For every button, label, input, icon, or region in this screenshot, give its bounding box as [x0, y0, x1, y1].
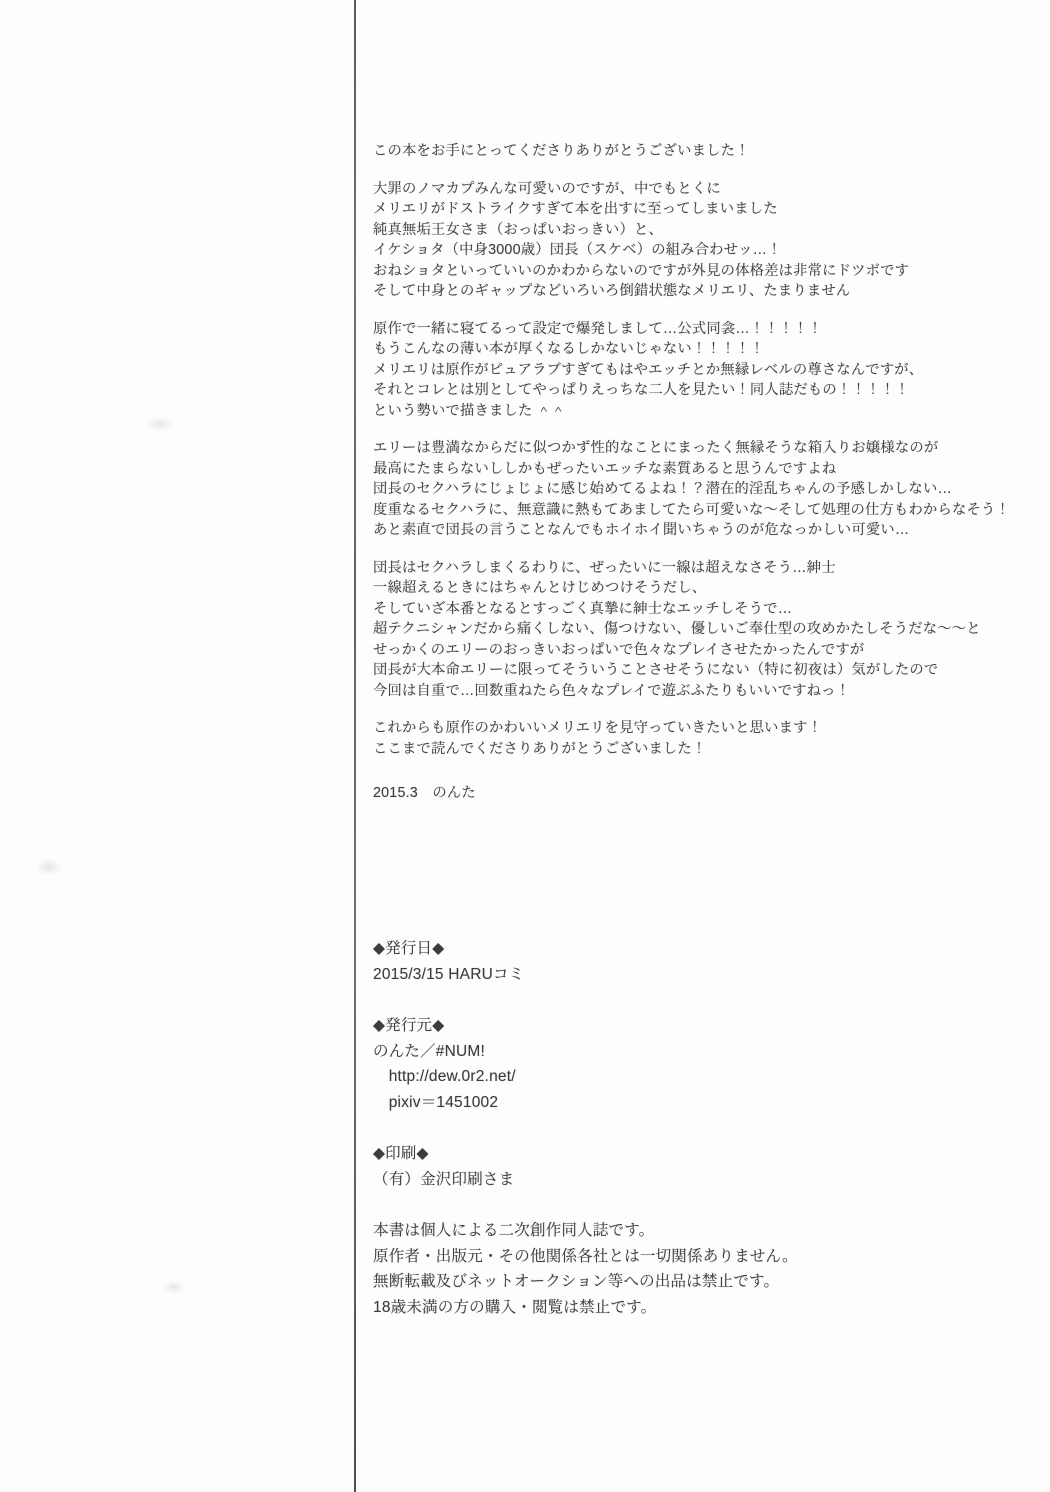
text-line: おねショタといっていいのかわからないのですが外見の体格差は非常にドツボです [373, 262, 910, 279]
text-line: 2015/3/15 HARUコミ [373, 965, 525, 983]
text-line: 度重なるセクハラに、無意識に熱もてあましてたら可愛いな～そして処理の仕方もわからなそう！ [373, 501, 1010, 518]
text-line: 一線超えるときにはちゃんとけじめつけそうだし、 [373, 580, 707, 596]
afterword-block [373, 141, 1023, 804]
colophon-section [373, 1141, 1023, 1192]
page-gutter-line [354, 0, 356, 1492]
afterword-paragraph [373, 438, 1023, 541]
text-line: 超テクニシャンだから痛くしない、傷つけない、優しいご奉仕型の攻めかたしそうだな～～と [373, 621, 981, 637]
text-line: ここまで読んでくださりありがとうございました！ [373, 740, 707, 757]
scan-smudge [146, 416, 174, 432]
section-heading: ◆発行日◆ [373, 940, 445, 957]
scan-smudge [162, 1280, 186, 1294]
text-line: そして中身とのギャップなどいろいろ倒錯状態なメリエリ、たまりません [373, 283, 851, 299]
afterword-paragraph [373, 558, 1023, 702]
afterword-paragraphs [373, 141, 1023, 759]
afterword-paragraph [373, 179, 1023, 302]
disclaimer-block [373, 1218, 1023, 1320]
disclaimer-line: 本書は個人による二次創作同人誌です。 [373, 1222, 655, 1239]
disclaimer-line: 原作者・出版元・その他関係各社とは一切関係ありません。 [373, 1247, 798, 1265]
text-line: イケショタ（中身3000歳）団長（スケベ）の組み合わせッ…！ [373, 242, 782, 258]
text-line: メリエリは原作がピュアラブすぎてもはやエッチとか無縁レベルの尊さなんですが、 [373, 361, 924, 378]
text-line: のんた／#NUM! [373, 1042, 486, 1060]
text-line: 最高にたまらないししかもぜったいエッチな素質あると思うんですよね [373, 460, 837, 477]
colophon-block [373, 936, 1023, 1320]
text-line: pixiv＝1451002 [373, 1093, 499, 1111]
text-line: せっかくのエリーのおっきいおっぱいで色々なプレイさせたかったんですが [373, 641, 865, 658]
colophon-section [373, 936, 1023, 987]
text-line: この本をお手にとってくださりありがとうございました！ [373, 143, 750, 159]
text-line: という勢いで描きました ＾＾ [373, 402, 566, 419]
text-line: もうこんなの薄い本が厚くなるしかないじゃない！！！！！ [373, 341, 765, 357]
text-line: 団長のセクハラにじょじょに感じ始めてるよね！？潜在的淫乱ちゃんの予感しかしない… [373, 481, 953, 497]
disclaimer-line: 無断転載及びネットオークション等への出品は禁止です。 [373, 1273, 780, 1290]
text-line: あと素直で団長の言うことなんでもホイホイ聞いちゃうのが危なっかしい可愛い… [373, 522, 910, 538]
text-line: （有）金沢印刷さま [373, 1170, 515, 1188]
text-line: そしていざ本番となるとすっごく真摯に紳士なエッチしそうで… [373, 600, 793, 617]
scan-smudge [36, 858, 62, 876]
text-line: エリーは豊満なからだに似つかず性的なことにまったく無縁そうな箱入りお嬢様なのが [373, 440, 939, 456]
text-line: 今回は自重で…回数重ねたら色々なプレイで遊ぶふたりもいいですねっ！ [373, 682, 851, 699]
text-line: メリエリがドストライクすぎて本を出すに至ってしまいました [373, 201, 778, 217]
disclaimer-line: 18歳未満の方の購入・閲覧は禁止です。 [373, 1298, 657, 1316]
colophon-section [373, 1013, 1023, 1115]
text-line: http://dew.0r2.net/ [373, 1068, 516, 1085]
section-heading: ◆印刷◆ [373, 1145, 429, 1162]
text-line: 団長はセクハラしまくるわりに、ぜったいに一線は超えなさそう…紳士 [373, 559, 836, 576]
text-line: 団長が大本命エリーに限ってそういうことさせそうにない（特に初夜は）気がしたので [373, 662, 939, 678]
signature-line: 2015.3 のんた [373, 785, 476, 801]
afterword-paragraph [373, 141, 1023, 162]
text-line: 大罪のノマカプみんな可愛いのですが、中でもとくに [373, 180, 721, 197]
afterword-paragraph [373, 319, 1023, 422]
text-line: 原作で一緒に寝てるって設定で爆発しまして…公式同衾…！！！！！ [373, 320, 823, 337]
text-line: それとコレとは別としてやっぱりえっちな二人を見たい！同人誌だもの！！！！！ [373, 382, 910, 398]
afterword-paragraph [373, 718, 1023, 759]
section-heading: ◆発行元◆ [373, 1017, 445, 1034]
text-line: 純真無垢王女さま（おっぱいおっきい）と、 [373, 221, 663, 238]
text-line: これからも原作のかわいいメリエリを見守っていきたいと思います！ [373, 720, 823, 736]
colophon-sections [373, 936, 1023, 1192]
